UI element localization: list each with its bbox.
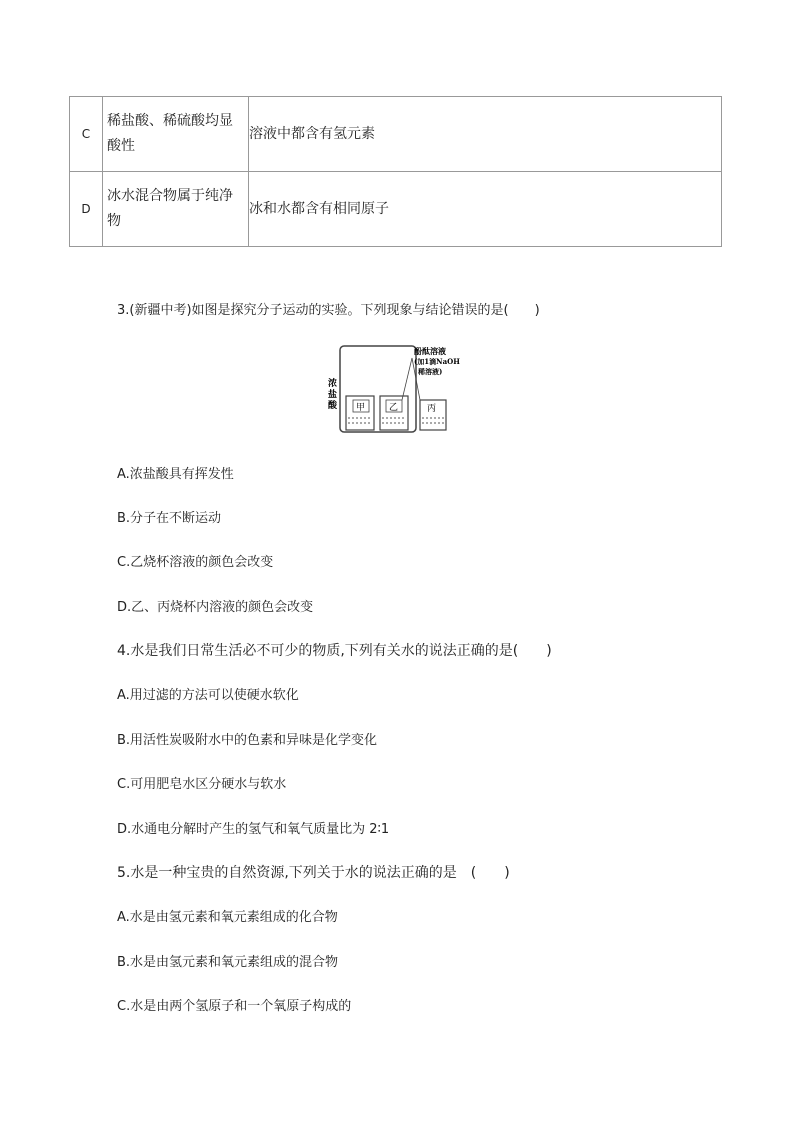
right-label-2: (加1滴NaOH [414,357,460,366]
phenomenon-line: 稀盐酸、稀硫酸均显 [107,113,233,129]
q5-option-b: B.水是由氢元素和氧元素组成的混合物 [117,955,339,970]
left-label-2: 盐 [328,390,338,400]
table-row [70,172,722,247]
beaker-label-jia: 甲 [356,403,366,413]
phenomenon-cell [103,97,249,172]
right-label-1: 酚酞溶液 [414,346,446,356]
q4-option-d: D.水通电分解时产生的氢气和氧气质量比为 2∶1 [117,822,390,837]
q4-option-a: A.用过滤的方法可以使硬水软化 [117,688,299,703]
q4-option-b: B.用活性炭吸附水中的色素和异味是化学变化 [117,733,378,748]
q3-option-d: D.乙、丙烧杯内溶液的颜色会改变 [117,600,314,615]
explanation-cell: 冰和水都含有相同原子 [249,172,722,247]
question-4-stem: 4.水是我们日常生活必不可少的物质,下列有关水的说法正确的是( ) [117,643,552,659]
phenomenon-cell [103,172,249,247]
explanation-cell: 溶液中都含有氢元素 [249,97,722,172]
phenomenon-line: 物 [107,213,121,229]
q3-option-a: A.浓盐酸具有挥发性 [117,467,234,482]
beaker-label-bing: 丙 [427,404,437,414]
q3-option-b: B.分子在不断运动 [117,511,222,526]
option-cell: D [70,172,103,247]
option-cell: C [70,97,103,172]
molecular-motion-figure [322,344,492,434]
q3-option-c: C.乙烧杯溶液的颜色会改变 [117,555,274,570]
right-label-3: 稀溶液) [418,367,443,376]
beaker-label-yi: 乙 [389,403,399,413]
q4-option-c: C.可用肥皂水区分硬水与软水 [117,777,287,792]
question-3-stem: 3.(新疆中考)如图是探究分子运动的实验。下列现象与结论错误的是( ) [117,303,540,318]
phenomenon-line: 冰水混合物属于纯净 [107,188,233,204]
left-label-3: 酸 [328,401,338,411]
left-label-1: 浓 [328,379,338,389]
question-5-stem: 5.水是一种宝贵的自然资源,下列关于水的说法正确的是 ( ) [117,865,510,881]
q5-option-a: A.水是由氢元素和氧元素组成的化合物 [117,910,338,925]
phenomenon-line: 酸性 [107,138,135,154]
q5-option-c: C.水是由两个氢原子和一个氧原子构成的 [117,999,352,1014]
table-row [70,97,722,172]
answer-table [69,96,722,247]
